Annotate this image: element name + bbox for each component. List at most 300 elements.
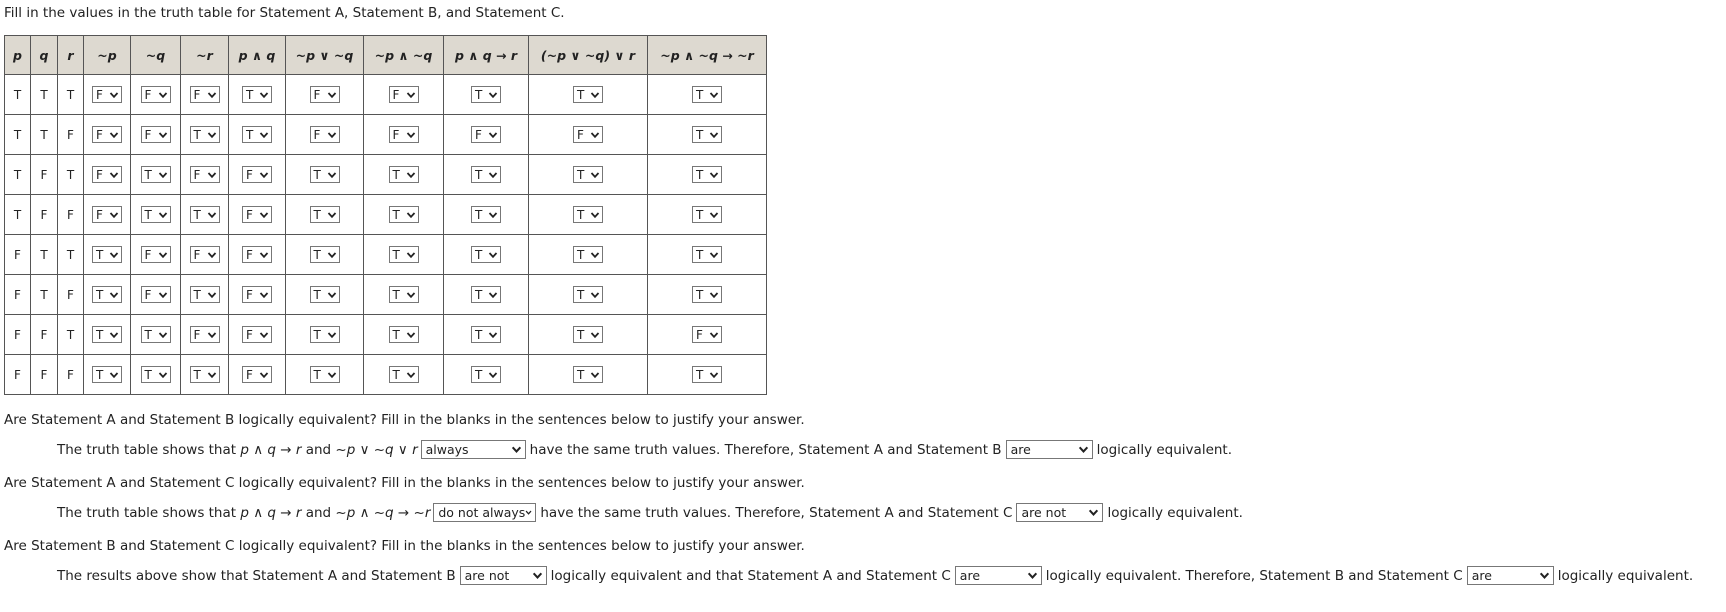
truth-value-select[interactable] (92, 366, 122, 383)
chevron-down-icon (709, 170, 719, 180)
truth-value-select[interactable] (573, 166, 603, 183)
truth-value-select[interactable] (190, 246, 220, 263)
truth-value-select[interactable] (692, 246, 722, 263)
chevron-down-icon (109, 210, 119, 220)
select-value: T (696, 287, 704, 302)
truth-value-select[interactable] (310, 126, 340, 143)
select-cell (529, 355, 648, 395)
chevron-down-icon (259, 290, 269, 300)
table-row (5, 115, 767, 155)
select-cell (181, 275, 229, 315)
truth-value-select[interactable] (242, 126, 272, 143)
table-row (5, 235, 767, 275)
truth-value-select[interactable] (389, 126, 419, 143)
truth-value-select[interactable] (389, 246, 419, 263)
select-value: T (193, 127, 201, 142)
value-cell-p: F (5, 315, 31, 355)
select-cell (648, 355, 767, 395)
select-cell (364, 195, 444, 235)
truth-value-select[interactable] (573, 326, 603, 343)
select-value: are not (1021, 505, 1067, 520)
truth-value-select[interactable] (190, 366, 220, 383)
select-cell (229, 355, 286, 395)
truth-value-select[interactable] (692, 326, 722, 343)
select-value: are not (464, 568, 510, 583)
truth-value-select[interactable] (573, 206, 603, 223)
truth-value-select[interactable] (141, 366, 171, 383)
equivalence-select[interactable] (1016, 503, 1103, 522)
select-value: F (246, 367, 253, 382)
chevron-down-icon (532, 570, 543, 581)
chevron-down-icon (207, 130, 217, 140)
truth-value-select[interactable] (573, 286, 603, 303)
select-cell (229, 195, 286, 235)
truth-value-select[interactable] (190, 206, 220, 223)
truth-value-select[interactable] (141, 286, 171, 303)
sentence-b-c (57, 566, 1693, 585)
truth-value-select[interactable] (141, 86, 171, 103)
select-value: T (96, 247, 104, 262)
value-cell-p: T (5, 155, 31, 195)
value-cell-r: F (58, 195, 84, 235)
select-cell (286, 115, 364, 155)
truth-value-select[interactable] (92, 286, 122, 303)
select-cell (84, 315, 131, 355)
value-cell-p: F (5, 275, 31, 315)
truth-value-select[interactable] (573, 126, 603, 143)
select-value: T (193, 207, 201, 222)
select-cell (648, 195, 767, 235)
truth-values-select[interactable] (433, 503, 536, 522)
select-cell (131, 315, 181, 355)
chevron-down-icon (1088, 507, 1099, 518)
truth-value-select[interactable] (471, 126, 501, 143)
select-value: F (144, 287, 152, 302)
select-cell (444, 115, 529, 155)
truth-value-select[interactable] (92, 86, 122, 103)
chevron-down-icon (259, 210, 269, 220)
truth-value-select[interactable] (310, 86, 340, 103)
select-value: T (577, 207, 585, 222)
select-value: T (696, 367, 704, 382)
select-value: F (144, 247, 152, 262)
truth-value-select[interactable] (471, 206, 501, 223)
select-cell (529, 275, 648, 315)
truth-value-select[interactable] (242, 326, 272, 343)
value-cell-p: F (5, 355, 31, 395)
truth-value-select[interactable] (573, 246, 603, 263)
select-cell (181, 155, 229, 195)
truth-value-select[interactable] (92, 166, 122, 183)
chevron-down-icon (590, 330, 600, 340)
truth-value-select[interactable] (573, 86, 603, 103)
select-value: F (246, 247, 253, 262)
select-cell (286, 355, 364, 395)
sentence-a-c (57, 503, 1243, 522)
chevron-down-icon (511, 444, 522, 455)
truth-value-select[interactable] (692, 206, 722, 223)
chevron-down-icon (488, 90, 498, 100)
select-cell (444, 355, 529, 395)
value-cell-r: T (58, 155, 84, 195)
chevron-down-icon (590, 130, 600, 140)
question-a-b: Are Statement A and Statement B logically equivalent? Fill in the blanks in the sentences below to justify your answer. (4, 412, 805, 428)
truth-value-select[interactable] (310, 206, 340, 223)
sentence-text: have the same truth values. Therefore, Statement A and Statement C (540, 504, 1013, 521)
select-value: T (313, 367, 321, 382)
truth-values-select[interactable] (421, 440, 526, 459)
chevron-down-icon (488, 370, 498, 380)
truth-value-select[interactable] (692, 126, 722, 143)
truth-value-select[interactable] (190, 86, 220, 103)
select-value: F (696, 327, 703, 342)
truth-value-select[interactable] (389, 286, 419, 303)
value-cell-q: T (31, 115, 58, 155)
table-row (5, 75, 767, 115)
value-cell-q: F (31, 355, 58, 395)
chevron-down-icon (709, 290, 719, 300)
truth-value-select[interactable] (242, 286, 272, 303)
select-cell (364, 75, 444, 115)
select-value: T (313, 207, 321, 222)
select-cell (444, 155, 529, 195)
sentence-text: have the same truth values. Therefore, Statement A and Statement B (529, 441, 1002, 458)
table-row (5, 275, 767, 315)
chevron-down-icon (207, 90, 217, 100)
value-cell-q: T (31, 75, 58, 115)
select-value: always (425, 442, 469, 457)
value-cell-r: F (58, 115, 84, 155)
chevron-down-icon (158, 250, 168, 260)
truth-value-select[interactable] (242, 166, 272, 183)
table-row (5, 155, 767, 195)
select-value: T (696, 247, 704, 262)
chevron-down-icon (488, 290, 498, 300)
select-cell (286, 235, 364, 275)
truth-value-select[interactable] (389, 166, 419, 183)
chevron-down-icon (327, 90, 337, 100)
select-value: are (1010, 442, 1031, 457)
select-cell (84, 75, 131, 115)
select-value: F (193, 167, 201, 182)
equivalence-select-a-c[interactable] (955, 566, 1042, 585)
select-cell (84, 355, 131, 395)
select-value: T (144, 367, 152, 382)
select-cell (444, 75, 529, 115)
select-value: T (577, 367, 585, 382)
select-value: T (96, 287, 104, 302)
select-cell (181, 315, 229, 355)
select-cell (529, 115, 648, 155)
col-header: p (5, 36, 31, 75)
sentence-a-b (57, 440, 1232, 459)
select-value: F (144, 127, 152, 142)
select-cell (364, 235, 444, 275)
select-value: F (193, 327, 201, 342)
select-cell (229, 275, 286, 315)
select-value: F (246, 327, 253, 342)
truth-value-select[interactable] (310, 246, 340, 263)
select-cell (229, 115, 286, 155)
chevron-down-icon (327, 290, 337, 300)
select-cell (181, 195, 229, 235)
header-row (5, 36, 767, 75)
select-cell (131, 115, 181, 155)
chevron-down-icon (709, 90, 719, 100)
truth-value-select[interactable] (310, 366, 340, 383)
select-value: T (475, 367, 483, 382)
truth-value-select[interactable] (389, 86, 419, 103)
truth-value-select[interactable] (692, 366, 722, 383)
select-value: F (96, 207, 103, 222)
equivalence-select-a-b[interactable] (460, 566, 547, 585)
statement-b-expr: ~p ∨ ~q ∨ r (335, 441, 418, 458)
truth-table (4, 35, 767, 395)
truth-value-select[interactable] (389, 206, 419, 223)
truth-value-select[interactable] (692, 86, 722, 103)
truth-value-select[interactable] (471, 86, 501, 103)
truth-value-select[interactable] (242, 246, 272, 263)
truth-value-select[interactable] (471, 286, 501, 303)
chevron-down-icon (158, 90, 168, 100)
select-cell (131, 155, 181, 195)
truth-value-select[interactable] (141, 126, 171, 143)
truth-value-select[interactable] (242, 86, 272, 103)
select-value: F (392, 87, 400, 102)
sentence-text: logically equivalent. (1107, 504, 1243, 521)
select-cell (529, 315, 648, 355)
select-value: F (144, 87, 152, 102)
select-value: T (577, 327, 585, 342)
chevron-down-icon (158, 170, 168, 180)
value-cell-r: T (58, 315, 84, 355)
truth-value-select[interactable] (310, 286, 340, 303)
select-value: T (475, 207, 483, 222)
select-cell (286, 155, 364, 195)
select-cell (84, 195, 131, 235)
select-cell (181, 355, 229, 395)
chevron-down-icon (327, 130, 337, 140)
select-cell (229, 235, 286, 275)
col-header: p ∧ q (229, 36, 286, 75)
truth-value-select[interactable] (141, 166, 171, 183)
select-value: T (696, 87, 704, 102)
select-cell (529, 75, 648, 115)
chevron-down-icon (525, 507, 532, 518)
chevron-down-icon (1078, 444, 1089, 455)
sentence-text: The truth table shows that (57, 504, 241, 521)
col-header: p ∧ q → r (444, 36, 529, 75)
select-cell (364, 355, 444, 395)
select-cell (648, 235, 767, 275)
select-cell (131, 275, 181, 315)
chevron-down-icon (709, 210, 719, 220)
chevron-down-icon (207, 210, 217, 220)
statement-a-expr: p ∧ q → r (240, 504, 302, 521)
select-cell (444, 195, 529, 235)
chevron-down-icon (406, 250, 416, 260)
chevron-down-icon (109, 90, 119, 100)
chevron-down-icon (406, 370, 416, 380)
select-value: are (1471, 568, 1492, 583)
select-cell (229, 155, 286, 195)
truth-value-select[interactable] (573, 366, 603, 383)
truth-value-select[interactable] (141, 326, 171, 343)
select-value: F (577, 127, 584, 142)
col-header: ~p ∨ ~q (286, 36, 364, 75)
truth-value-select[interactable] (92, 246, 122, 263)
chevron-down-icon (158, 330, 168, 340)
select-value: T (696, 167, 704, 182)
select-cell (648, 75, 767, 115)
col-header: ~p ∧ ~q (364, 36, 444, 75)
truth-value-select[interactable] (471, 326, 501, 343)
select-value: do not always (438, 505, 526, 520)
truth-value-select[interactable] (141, 206, 171, 223)
table-row (5, 355, 767, 395)
statement-a-expr: p ∧ q → r (240, 441, 302, 458)
chevron-down-icon (590, 210, 600, 220)
equivalence-select-b-c[interactable] (1467, 566, 1554, 585)
value-cell-q: F (31, 315, 58, 355)
select-cell (286, 195, 364, 235)
value-cell-r: F (58, 275, 84, 315)
chevron-down-icon (259, 90, 269, 100)
select-cell (529, 195, 648, 235)
select-value: T (144, 167, 152, 182)
select-value: T (392, 167, 400, 182)
truth-value-select[interactable] (242, 366, 272, 383)
chevron-down-icon (259, 370, 269, 380)
select-cell (131, 235, 181, 275)
chevron-down-icon (327, 370, 337, 380)
and-text: and (301, 441, 336, 458)
truth-value-select[interactable] (471, 366, 501, 383)
value-cell-p: T (5, 115, 31, 155)
chevron-down-icon (109, 290, 119, 300)
select-value: T (392, 367, 400, 382)
chevron-down-icon (488, 210, 498, 220)
chevron-down-icon (207, 370, 217, 380)
select-value: are (959, 568, 981, 583)
truth-value-select[interactable] (471, 246, 501, 263)
truth-value-select[interactable] (141, 246, 171, 263)
truth-value-select[interactable] (310, 166, 340, 183)
select-value: T (475, 167, 483, 182)
sentence-text: The truth table shows that (57, 441, 241, 458)
col-header: q (31, 36, 58, 75)
select-cell (131, 195, 181, 235)
select-cell (648, 275, 767, 315)
select-value: F (313, 127, 321, 142)
select-value: T (577, 167, 585, 182)
chevron-down-icon (109, 250, 119, 260)
select-value: T (577, 87, 585, 102)
select-cell (286, 315, 364, 355)
chevron-down-icon (327, 210, 337, 220)
truth-value-select[interactable] (242, 206, 272, 223)
select-cell (84, 275, 131, 315)
chevron-down-icon (109, 170, 119, 180)
select-cell (181, 235, 229, 275)
select-value: T (475, 247, 483, 262)
sentence-text: logically equivalent. (1096, 441, 1233, 458)
select-value: T (392, 207, 400, 222)
select-value: T (313, 327, 321, 342)
chevron-down-icon (488, 250, 498, 260)
select-value: T (577, 247, 585, 262)
select-cell (84, 155, 131, 195)
chevron-down-icon (590, 170, 600, 180)
truth-value-select[interactable] (471, 166, 501, 183)
truth-value-select[interactable] (389, 326, 419, 343)
value-cell-q: F (31, 155, 58, 195)
chevron-down-icon (590, 290, 600, 300)
statement-c-expr: ~p ∧ ~q → ~r (335, 504, 431, 521)
select-value: T (392, 287, 400, 302)
truth-value-select[interactable] (92, 206, 122, 223)
select-cell (229, 75, 286, 115)
select-value: T (475, 87, 483, 102)
truth-value-select[interactable] (190, 166, 220, 183)
select-value: F (193, 247, 201, 262)
select-value: F (246, 167, 253, 182)
chevron-down-icon (327, 170, 337, 180)
chevron-down-icon (1027, 570, 1038, 581)
select-cell (181, 75, 229, 115)
select-cell (529, 235, 648, 275)
chevron-down-icon (158, 370, 168, 380)
chevron-down-icon (590, 370, 600, 380)
chevron-down-icon (207, 170, 217, 180)
select-value: T (96, 327, 104, 342)
truth-value-select[interactable] (92, 126, 122, 143)
select-cell (364, 155, 444, 195)
chevron-down-icon (590, 250, 600, 260)
truth-value-select[interactable] (190, 286, 220, 303)
col-header: ~q (131, 36, 181, 75)
chevron-down-icon (327, 330, 337, 340)
select-cell (286, 75, 364, 115)
select-cell (648, 115, 767, 155)
select-cell (364, 315, 444, 355)
truth-value-select[interactable] (692, 286, 722, 303)
truth-value-select[interactable] (190, 326, 220, 343)
select-value: T (193, 287, 201, 302)
truth-value-select[interactable] (692, 166, 722, 183)
select-value: T (313, 247, 321, 262)
chevron-down-icon (158, 290, 168, 300)
truth-value-select[interactable] (190, 126, 220, 143)
chevron-down-icon (709, 250, 719, 260)
chevron-down-icon (709, 330, 719, 340)
truth-value-select[interactable] (310, 326, 340, 343)
truth-value-select[interactable] (389, 366, 419, 383)
chevron-down-icon (259, 250, 269, 260)
instructions: Fill in the values in the truth table for Statement A, Statement B, and Statement C. (4, 5, 565, 21)
select-value: F (96, 87, 103, 102)
chevron-down-icon (488, 130, 498, 140)
col-header: ~p ∧ ~q → ~r (648, 36, 767, 75)
select-value: T (696, 127, 704, 142)
equivalence-select[interactable] (1006, 440, 1093, 459)
value-cell-p: T (5, 75, 31, 115)
select-cell (529, 155, 648, 195)
value-cell-q: T (31, 235, 58, 275)
chevron-down-icon (406, 290, 416, 300)
truth-value-select[interactable] (92, 326, 122, 343)
select-cell (131, 355, 181, 395)
